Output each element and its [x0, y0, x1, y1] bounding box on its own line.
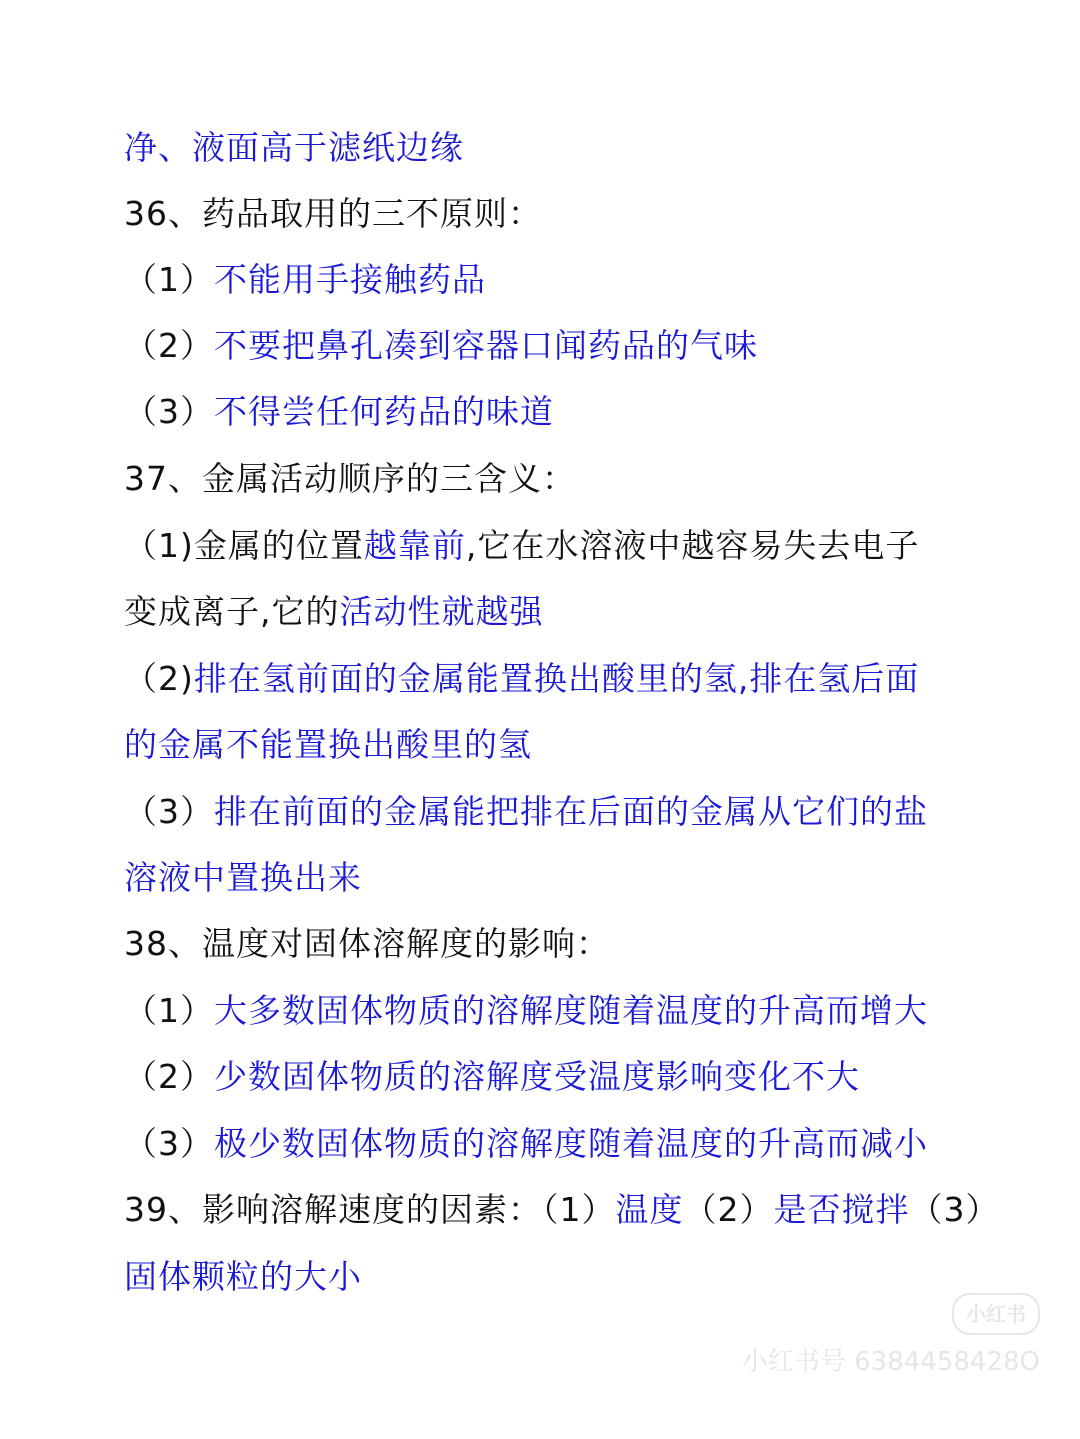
text-segment: 变成离子,它的 [124, 592, 340, 631]
text-line [124, 392, 964, 432]
text-segment: 净、液面高于滤纸边缘 [124, 128, 464, 167]
text-segment: 活动性就越强 [339, 592, 544, 631]
text-segment: 不能用手接触药品 [214, 260, 486, 299]
text-segment: （2) [124, 659, 194, 698]
text-line [124, 592, 964, 632]
text-segment: 越靠前 [363, 526, 466, 565]
text-segment: ,它在水溶液中越容易失去电子 [465, 526, 920, 565]
text-line [124, 459, 964, 499]
text-line [124, 1190, 1000, 1230]
text-segment: （1)金属的位置 [124, 526, 364, 565]
text-segment: 不得尝任何药品的味道 [214, 392, 554, 431]
text-line [124, 792, 964, 832]
text-line [124, 526, 964, 566]
text-line [124, 725, 964, 765]
watermark [742, 1293, 1040, 1379]
text-line [124, 1257, 964, 1297]
text-segment: （2） [683, 1190, 774, 1229]
text-line [124, 128, 964, 168]
text-segment: 38、温度对固体溶解度的影响： [124, 924, 610, 963]
watermark-logo: 小红书 [952, 1293, 1040, 1335]
text-segment: 是否搅拌 [773, 1190, 910, 1229]
text-segment: （1） [124, 991, 214, 1030]
text-line [124, 991, 964, 1031]
text-segment: （3） [124, 392, 214, 431]
text-line [124, 858, 964, 898]
text-line [124, 659, 964, 699]
text-segment: 固体颗粒的大小 [124, 1257, 362, 1296]
text-segment: 39、影响溶解速度的因素：（1） [124, 1190, 616, 1229]
text-line [124, 260, 964, 300]
text-segment: 不要把鼻孔凑到容器口闻药品的气味 [214, 326, 758, 365]
text-segment: 温度 [615, 1190, 684, 1229]
text-segment: （3） [909, 1190, 1000, 1229]
text-segment: （3） [124, 1124, 214, 1163]
text-segment: 溶液中置换出来 [124, 858, 362, 897]
text-line [124, 194, 964, 234]
text-line [124, 1124, 964, 1164]
text-segment: （1） [124, 260, 214, 299]
text-segment: 的金属不能置换出酸里的氢 [124, 725, 532, 764]
text-segment: 排在氢前面的金属能置换出酸里的氢,排在氢后面 [193, 659, 920, 698]
text-segment: 37、金属活动顺序的三含义： [124, 459, 576, 498]
text-segment: （2） [124, 326, 214, 365]
text-segment: 极少数固体物质的溶解度随着温度的升高而减小 [214, 1124, 928, 1163]
text-segment: 大多数固体物质的溶解度随着温度的升高而增大 [214, 991, 928, 1030]
text-line [124, 326, 964, 366]
text-segment: 排在前面的金属能把排在后面的金属从它们的盐 [214, 792, 928, 831]
text-segment: （3） [124, 792, 214, 831]
text-line [124, 1057, 964, 1097]
text-line [124, 924, 964, 964]
watermark-id: 小红书号 6384458428O [741, 1347, 1040, 1377]
text-segment: 少数固体物质的溶解度受温度影响变化不大 [214, 1057, 860, 1096]
text-segment: （2） [124, 1057, 214, 1096]
text-segment: 36、药品取用的三不原则： [124, 194, 542, 233]
